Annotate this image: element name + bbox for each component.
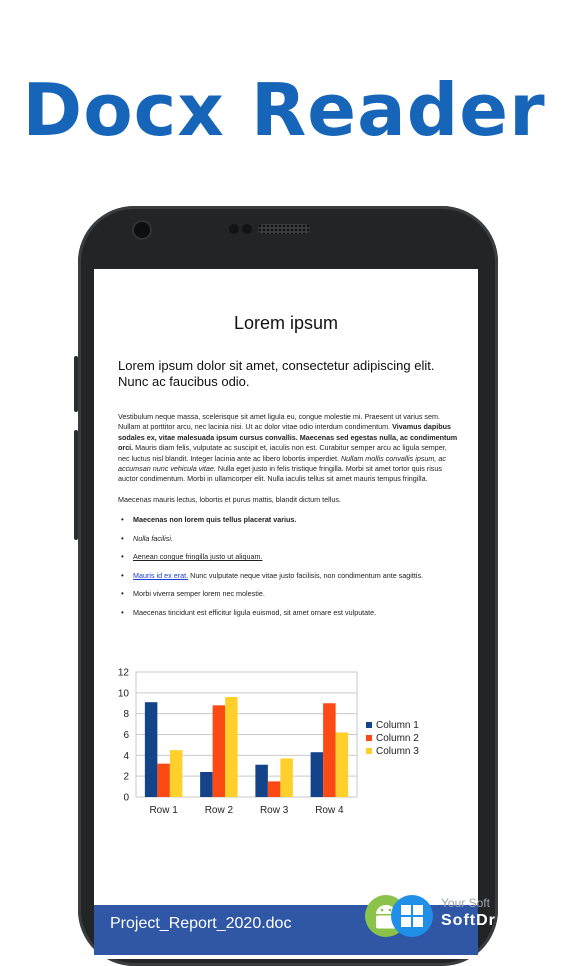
document-screen[interactable]: [94, 269, 478, 959]
paragraph-text: Mauris diam felis, vulputate ac suscipit et, iaculis non est. Curabitur semper arcu ac ligula semper, nec luctus nisl blandit. Integer lacinia ante ac libero lobortis imperdiet.: [118, 443, 447, 463]
bar: [311, 752, 324, 797]
watermark: [364, 890, 568, 946]
x-tick-label: Row 2: [204, 805, 234, 816]
legend-label: Column 1: [376, 720, 419, 731]
list-item: [118, 534, 458, 553]
earpiece-speaker: [258, 224, 310, 234]
watermark-line1: Your Soft: [441, 896, 490, 910]
bullet-icon: •: [121, 515, 124, 524]
bar: [213, 705, 226, 797]
document-paragraph: [118, 412, 458, 485]
y-tick-label: 8: [123, 709, 129, 721]
legend-label: Column 3: [376, 746, 419, 757]
bullet-icon: •: [121, 552, 124, 562]
x-tick-label: Row 4: [315, 805, 344, 816]
bar: [280, 758, 293, 797]
y-tick-label: 0: [123, 792, 129, 804]
bar: [255, 765, 268, 797]
list-item-text: Nunc vulputate neque vitae justo facilisis, non condimentum ante sagittis.: [188, 570, 424, 580]
bullet-list: [118, 515, 458, 627]
list-item-text: Maecenas non lorem quis tellus placerat varius.: [133, 515, 297, 524]
paragraph-bold-text: Vivamus dapibus sodales ex, vitae malesuada ipsum cursus convallis. Maecenas sed egestas nulla, ac condimentum orci.: [118, 422, 458, 453]
bar: [225, 697, 238, 797]
list-item-link[interactable]: Mauris id ex erat.: [133, 570, 189, 580]
list-item: [118, 571, 458, 590]
list-item-text: Maecenas tincidunt est efficitur ligula euismod, sit amet ornare est vulputate.: [133, 607, 377, 617]
document-paragraph: Maecenas mauris lectus, lobortis et purus mattis, blandit dictum tellus.: [118, 495, 341, 504]
document-heading: Lorem ipsum dolor sit amet, consectetur adipiscing elit. Nunc ac faucibus odio.: [118, 358, 435, 389]
bullet-icon: •: [121, 607, 124, 617]
sensor-icon: [242, 224, 252, 234]
bullet-icon: •: [121, 533, 124, 543]
legend-swatch: [366, 722, 372, 728]
document-title: Lorem ipsum: [233, 313, 339, 333]
bar: [145, 702, 158, 797]
windows-icon: [390, 894, 434, 938]
bar: [268, 781, 281, 797]
paragraph-text: Vestibulum neque massa, scelerisque sit amet ligula eu, congue molestie mi. Praesent ut varius sem. Nullam at porttitor arcu, nec lacinia nisi. Ut ac dolor vitae odio interdum condimentum.: [118, 412, 440, 432]
paragraph-text: Nulla eget justo in felis tristique fringilla. Morbi sit amet tortor quis risus auctor condimentum. Morbi in ullamcorper elit. Nulla iaculis tellus sit amet mauris tempus fringilla.: [118, 464, 442, 484]
list-item-text: Aenean congue fringilla justo ut aliquam.: [133, 552, 263, 562]
y-tick-label: 10: [117, 688, 129, 700]
y-tick-label: 6: [123, 730, 129, 741]
legend-label: Column 2: [376, 733, 419, 744]
app-title: Docx Reader: [22, 68, 546, 152]
phone-side-button: [74, 356, 78, 412]
list-item: [118, 589, 458, 608]
bullet-icon: •: [121, 589, 124, 599]
bar: [323, 703, 336, 797]
sensor-icon: [229, 224, 239, 234]
y-tick-label: 4: [123, 750, 129, 762]
x-tick-label: Row 1: [149, 805, 178, 816]
bar: [200, 772, 213, 797]
bar-chart: [114, 664, 434, 834]
legend-swatch: [366, 735, 372, 741]
legend-swatch: [366, 748, 372, 754]
y-tick-label: 12: [117, 667, 129, 679]
bullet-icon: •: [121, 570, 124, 580]
list-item-text: Morbi viverra semper lorem nec molestie.: [133, 589, 265, 599]
y-tick-label: 2: [123, 771, 129, 783]
list-item: [118, 608, 458, 627]
file-name: Project_Report_2020.doc: [110, 915, 292, 932]
bar: [170, 750, 183, 797]
list-item-text: Nulla facilisi.: [133, 533, 173, 543]
phone-side-button: [74, 430, 78, 540]
list-item: [118, 515, 458, 534]
front-camera-icon: [134, 222, 150, 238]
bar: [336, 732, 349, 797]
x-tick-label: Row 3: [259, 805, 289, 816]
phone-frame: [78, 206, 498, 966]
bar: [157, 764, 170, 797]
watermark-line2: SoftDr: [441, 912, 496, 929]
paragraph-italic-text: Nullam mollis convallis ipsum, ac accumsan nunc vehicula vitae.: [118, 453, 446, 474]
list-item: [118, 552, 458, 571]
